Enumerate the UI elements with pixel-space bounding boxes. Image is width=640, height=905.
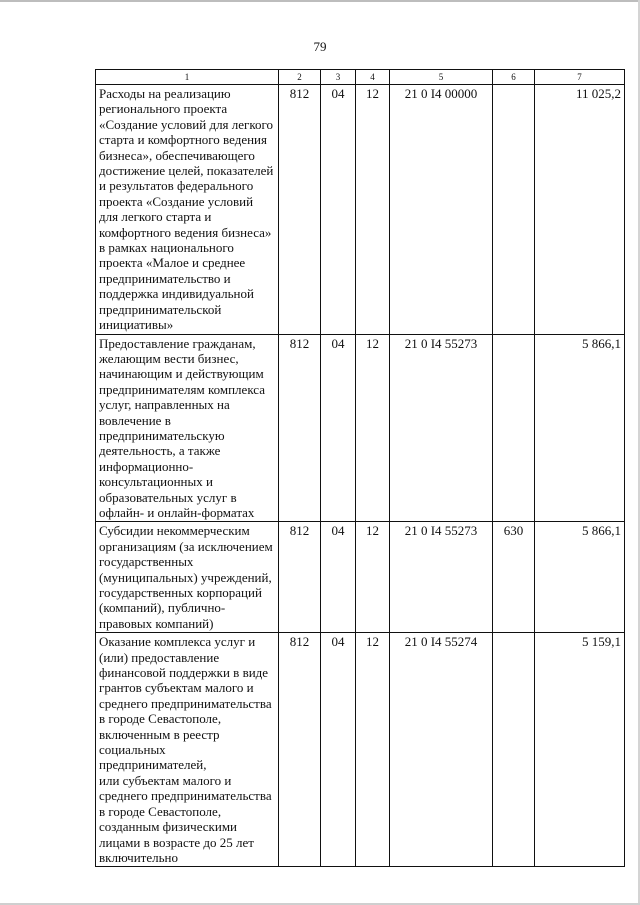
description-line: деятельность, а также xyxy=(99,443,221,459)
amount: 5 159,1 xyxy=(535,633,625,867)
description-line: лицами в возрасте до 25 лет xyxy=(99,834,254,850)
subsection-code: 12 xyxy=(356,334,390,522)
description-line: Оказание комплекса услуг и xyxy=(99,634,256,650)
budget-table xyxy=(95,69,625,867)
target-article-code: 21 0 I4 55273 xyxy=(390,522,493,633)
section-code: 04 xyxy=(321,334,356,522)
ministry-code: 812 xyxy=(279,522,321,633)
description-line: старта и комфортного ведения xyxy=(99,132,267,148)
description-line: включенным в реестр xyxy=(99,726,220,742)
description-line: (компаний), публично- xyxy=(99,600,226,616)
row-description xyxy=(96,633,279,867)
description-line: организациям (за исключением xyxy=(99,538,273,554)
table-row xyxy=(96,522,625,633)
description-line: Предоставление гражданам, xyxy=(99,335,256,351)
header-cell: 1 xyxy=(96,70,279,85)
description-line: вовлечение в xyxy=(99,412,171,428)
amount: 11 025,2 xyxy=(535,85,625,335)
ministry-code: 812 xyxy=(279,633,321,867)
row-description xyxy=(96,334,279,522)
header-cell: 6 xyxy=(493,70,535,85)
section-code: 04 xyxy=(321,633,356,867)
description-line: информационно- xyxy=(99,458,194,474)
description-line: бизнеса», обеспечивающего xyxy=(99,147,255,163)
target-article-code: 21 0 I4 55274 xyxy=(390,633,493,867)
subsection-code: 12 xyxy=(356,522,390,633)
header-row xyxy=(96,70,625,85)
description-line: среднего предпринимательства xyxy=(99,695,272,711)
table-row xyxy=(96,85,625,335)
expense-type-code xyxy=(493,334,535,522)
target-article-code: 21 0 I4 00000 xyxy=(390,85,493,335)
expense-type-code: 630 xyxy=(493,522,535,633)
description-line: правовых компаний) xyxy=(99,615,214,631)
description-line: для легкого старта и xyxy=(99,209,212,225)
description-line: в городе Севастополе, xyxy=(99,711,222,727)
amount: 5 866,1 xyxy=(535,334,625,522)
description-line: (муниципальных) учреждений, xyxy=(99,569,272,585)
description-line: достижение целей, показателей xyxy=(99,163,274,179)
section-code: 04 xyxy=(321,522,356,633)
header-cell: 3 xyxy=(321,70,356,85)
target-article-code: 21 0 I4 55273 xyxy=(390,334,493,522)
description-line: начинающим и действующим xyxy=(99,366,264,382)
description-line: включительно xyxy=(99,849,178,865)
description-line: и результатов федерального xyxy=(99,178,254,194)
description-line: образовательных услуг в xyxy=(99,489,237,505)
description-line: (или) предоставление xyxy=(99,649,220,665)
description-line: или субъектам малого и xyxy=(99,772,232,788)
table-row xyxy=(96,633,625,867)
amount: 5 866,1 xyxy=(535,522,625,633)
description-line: социальных предпринимателей, xyxy=(99,742,207,773)
description-line: проекта «Малое и среднее xyxy=(99,255,246,271)
expense-type-code xyxy=(493,85,535,335)
description-line: инициативы» xyxy=(99,317,174,333)
description-line: предпринимательство и xyxy=(99,270,231,286)
header-cell: 2 xyxy=(279,70,321,85)
table-row xyxy=(96,334,625,522)
ministry-code: 812 xyxy=(279,85,321,335)
section-code: 04 xyxy=(321,85,356,335)
row-description xyxy=(96,522,279,633)
description-line: поддержка индивидуальной xyxy=(99,286,254,302)
page-number: 79 xyxy=(313,39,327,54)
description-line: проекта «Создание условий xyxy=(99,193,254,209)
description-line: «Создание условий для легкого xyxy=(99,116,274,132)
description-line: Субсидии некоммерческим xyxy=(99,523,250,539)
page-edge-top xyxy=(0,0,640,2)
description-line: в городе Севастополе, xyxy=(99,803,222,819)
description-line: офлайн- и онлайн-форматах xyxy=(99,504,255,520)
row-description xyxy=(96,85,279,335)
description-line: созданным физическими xyxy=(99,819,238,835)
description-line: комфортного ведения бизнеса» xyxy=(99,224,272,240)
description-line: Расходы на реализацию xyxy=(99,86,231,101)
subsection-code: 12 xyxy=(356,85,390,335)
description-line: финансовой поддержки в виде xyxy=(99,665,269,681)
header-cell: 4 xyxy=(356,70,390,85)
description-line: грантов субъектам малого и xyxy=(99,680,254,696)
description-line: услуг, направленных на xyxy=(99,397,230,413)
header-cell: 5 xyxy=(390,70,493,85)
description-line: предпринимательской xyxy=(99,301,222,317)
description-line: в рамках национального xyxy=(99,240,234,256)
description-line: регионального проекта xyxy=(99,101,228,117)
description-line: предпринимательскую xyxy=(99,427,225,443)
subsection-code: 12 xyxy=(356,633,390,867)
description-line: государственных xyxy=(99,554,194,570)
description-line: среднего предпринимательства xyxy=(99,788,272,804)
ministry-code: 812 xyxy=(279,334,321,522)
description-line: желающим вести бизнес, xyxy=(99,350,239,366)
expense-type-code xyxy=(493,633,535,867)
description-line: консультационных и xyxy=(99,474,213,490)
description-line: предпринимателям комплекса xyxy=(99,381,266,397)
header-cell: 7 xyxy=(535,70,625,85)
description-line: государственных корпораций xyxy=(99,585,262,600)
